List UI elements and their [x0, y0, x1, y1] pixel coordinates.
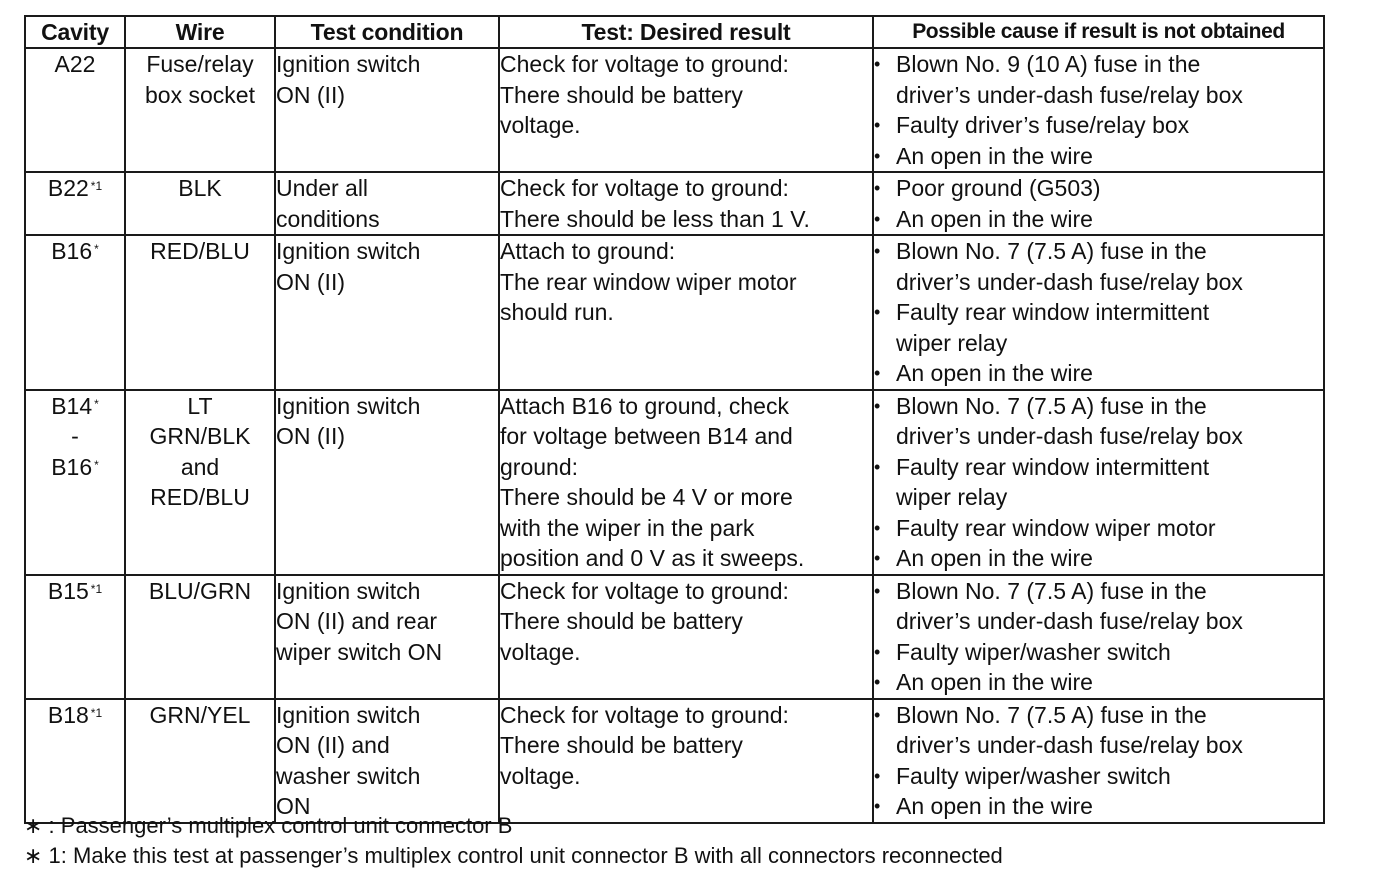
cell-cavity	[25, 235, 125, 390]
cause-list	[874, 236, 1323, 389]
table-row	[25, 48, 1324, 172]
result-line: with the wiper in the park	[500, 514, 755, 541]
cell-desired-result	[499, 235, 873, 390]
cavity-footnote-mark: *1	[90, 179, 103, 193]
cause-item	[874, 761, 1323, 792]
cause-list	[874, 391, 1323, 574]
cavity-id: B16	[51, 453, 93, 480]
condition-line: ON	[276, 793, 311, 819]
cell-possible-cause	[873, 575, 1324, 699]
result-line: Check for voltage to ground:	[500, 577, 789, 604]
cell-wire	[125, 390, 275, 575]
cavity-line	[26, 576, 124, 607]
cause-text: Blown No. 9 (10 A) fuse in the driver’s under-dash fuse/relay box	[896, 51, 1243, 108]
cause-text: An open in the wire	[896, 669, 1093, 695]
cell-test-condition	[275, 235, 499, 390]
wire-line: Fuse/relay	[146, 51, 254, 77]
condition-line: ON (II) and	[276, 732, 390, 758]
cavity-id: A22	[54, 51, 96, 77]
wire-line: GRN/YEL	[149, 701, 251, 728]
cause-item	[874, 204, 1323, 235]
cause-item	[874, 543, 1323, 574]
wire-line: BLU/GRN	[148, 577, 252, 604]
condition-line: Ignition switch	[276, 701, 421, 728]
result-line: for voltage between B14 and	[500, 423, 793, 449]
header-wire: Wire	[125, 16, 275, 48]
cell-test-condition	[275, 172, 499, 235]
cell-test-condition	[275, 575, 499, 699]
cause-text: Blown No. 7 (7.5 A) fuse in the driver’s under-dash fuse/relay box	[896, 392, 1243, 449]
cause-item	[874, 391, 1323, 452]
cavity-line	[26, 173, 124, 204]
cavity-id: B22	[47, 175, 89, 201]
cell-test-condition	[275, 699, 499, 823]
wire-line: RED/BLU	[150, 238, 250, 264]
cell-wire	[125, 699, 275, 823]
cell-cavity	[25, 699, 125, 823]
cause-text: Faulty wiper/washer switch	[896, 762, 1171, 789]
cause-text: Blown No. 7 (7.5 A) fuse in the driver’s under-dash fuse/relay box	[896, 238, 1243, 295]
cell-possible-cause	[873, 172, 1324, 235]
wire-line: GRN/BLK	[149, 423, 251, 449]
condition-line: Ignition switch	[276, 238, 421, 264]
header-row	[25, 16, 1324, 48]
cause-text: An open in the wire	[896, 545, 1093, 571]
cavity-id: -	[71, 423, 79, 449]
cause-text: Faulty rear window intermittent wiper relay	[896, 453, 1210, 510]
result-line: Attach B16 to ground, check	[500, 392, 789, 419]
cavity-id: B14	[51, 392, 93, 419]
cell-wire	[125, 172, 275, 235]
table-row	[25, 390, 1324, 575]
table-row	[25, 172, 1324, 235]
wire-line: box socket	[145, 81, 255, 108]
footnote-star-1: ∗ 1: Make this test at passenger’s multiplex control unit connector B with all connectors reconnected	[24, 843, 1003, 868]
result-line: The rear window wiper motor	[500, 268, 797, 295]
table-row	[25, 575, 1324, 699]
cause-list	[874, 173, 1323, 234]
cause-list	[874, 700, 1323, 822]
cell-possible-cause	[873, 699, 1324, 823]
cell-possible-cause	[873, 48, 1324, 172]
cause-item	[874, 297, 1323, 358]
header-possible-cause: Possible cause if result is not obtained	[873, 16, 1324, 48]
result-line: position and 0 V as it sweeps.	[500, 545, 805, 571]
condition-line: Ignition switch	[276, 51, 421, 77]
result-line: voltage.	[500, 638, 581, 665]
troubleshooting-table	[24, 15, 1325, 824]
cause-text: Blown No. 7 (7.5 A) fuse in the driver’s under-dash fuse/relay box	[896, 577, 1243, 634]
result-line: voltage.	[500, 762, 581, 789]
condition-line: ON (II)	[276, 423, 345, 449]
cavity-id: B15	[47, 577, 89, 604]
result-line: There should be battery	[500, 608, 743, 634]
wire-line: LT	[187, 392, 213, 419]
cause-item	[874, 110, 1323, 141]
cavity-footnote-mark: *1	[90, 705, 103, 720]
result-line: ground:	[500, 453, 579, 480]
header-cavity: Cavity	[25, 16, 125, 48]
cell-desired-result	[499, 48, 873, 172]
cause-item	[874, 452, 1323, 513]
cause-text: Faulty rear window wiper motor	[896, 514, 1216, 541]
cavity-footnote-mark: *	[94, 396, 99, 411]
result-line: voltage.	[500, 112, 581, 138]
cause-text: An open in the wire	[896, 142, 1093, 169]
condition-line: ON (II)	[276, 81, 345, 108]
cavity-line	[26, 700, 124, 731]
cell-wire	[125, 235, 275, 390]
header-desired-result: Test: Desired result	[499, 16, 873, 48]
cavity-line	[26, 391, 124, 422]
cause-text: Faulty rear window intermittent wiper relay	[896, 299, 1210, 356]
cell-test-condition	[275, 48, 499, 172]
header-test-condition: Test condition	[275, 16, 499, 48]
cavity-line	[26, 49, 124, 80]
diagnostic-sheet	[24, 15, 1325, 824]
condition-line: Ignition switch	[276, 392, 421, 419]
table-body	[25, 48, 1324, 823]
table-row	[25, 699, 1324, 823]
cavity-id: B16	[51, 238, 93, 264]
cavity-footnote-mark: *	[94, 457, 99, 472]
result-line: Check for voltage to ground:	[500, 175, 789, 201]
cell-desired-result	[499, 172, 873, 235]
wire-line: BLK	[178, 175, 222, 201]
result-line: There should be less than 1 V.	[500, 205, 810, 232]
cause-item	[874, 358, 1323, 389]
table-row	[25, 235, 1324, 390]
cause-text: Faulty driver’s fuse/relay box	[896, 112, 1190, 138]
cause-text: Poor ground (G503)	[896, 175, 1101, 201]
cause-list	[874, 576, 1323, 698]
wire-line: and	[180, 453, 220, 480]
cause-text: Blown No. 7 (7.5 A) fuse in the driver’s under-dash fuse/relay box	[896, 701, 1243, 758]
cell-cavity	[25, 390, 125, 575]
cell-wire	[125, 48, 275, 172]
condition-line: Under all	[276, 175, 369, 201]
footnote-star: ∗ : Passenger’s multiplex control unit connector B	[24, 813, 513, 838]
cell-possible-cause	[873, 390, 1324, 575]
condition-line: Ignition switch	[276, 577, 421, 604]
result-line: Attach to ground:	[500, 238, 676, 264]
cause-item	[874, 236, 1323, 297]
result-line: There should be battery	[500, 81, 743, 108]
condition-line: ON (II) and rear	[276, 608, 438, 634]
cavity-footnote-mark: *1	[90, 581, 103, 596]
cause-text: Faulty wiper/washer switch	[896, 638, 1171, 665]
cell-test-condition	[275, 390, 499, 575]
cavity-line	[26, 236, 124, 267]
cell-desired-result	[499, 390, 873, 575]
cell-desired-result	[499, 575, 873, 699]
cell-cavity	[25, 172, 125, 235]
result-line: There should be battery	[500, 732, 743, 758]
wire-line: RED/BLU	[150, 484, 250, 510]
result-line: Check for voltage to ground:	[500, 701, 789, 728]
condition-line: conditions	[276, 205, 380, 232]
cavity-line	[26, 452, 124, 483]
cell-cavity	[25, 48, 125, 172]
result-line: Check for voltage to ground:	[500, 51, 789, 77]
cause-item	[874, 513, 1323, 544]
cell-desired-result	[499, 699, 873, 823]
cavity-footnote-mark: *	[94, 242, 99, 256]
cause-item	[874, 667, 1323, 698]
cause-item	[874, 637, 1323, 668]
cavity-line	[26, 421, 124, 452]
result-line: There should be 4 V or more	[500, 484, 793, 510]
cell-cavity	[25, 575, 125, 699]
condition-line: wiper switch ON	[276, 638, 443, 665]
cause-item	[874, 141, 1323, 172]
cause-text: An open in the wire	[896, 205, 1093, 232]
cavity-id: B18	[47, 701, 89, 728]
cause-list	[874, 49, 1323, 171]
cell-possible-cause	[873, 235, 1324, 390]
condition-line: ON (II)	[276, 268, 345, 295]
cause-text: An open in the wire	[896, 360, 1093, 386]
cause-item	[874, 700, 1323, 761]
cause-item	[874, 576, 1323, 637]
cause-item	[874, 173, 1323, 204]
footnotes	[24, 811, 1003, 871]
cause-item	[874, 49, 1323, 110]
cause-text: An open in the wire	[896, 793, 1093, 819]
result-line: should run.	[500, 299, 614, 325]
cell-wire	[125, 575, 275, 699]
condition-line: washer switch	[276, 762, 421, 789]
